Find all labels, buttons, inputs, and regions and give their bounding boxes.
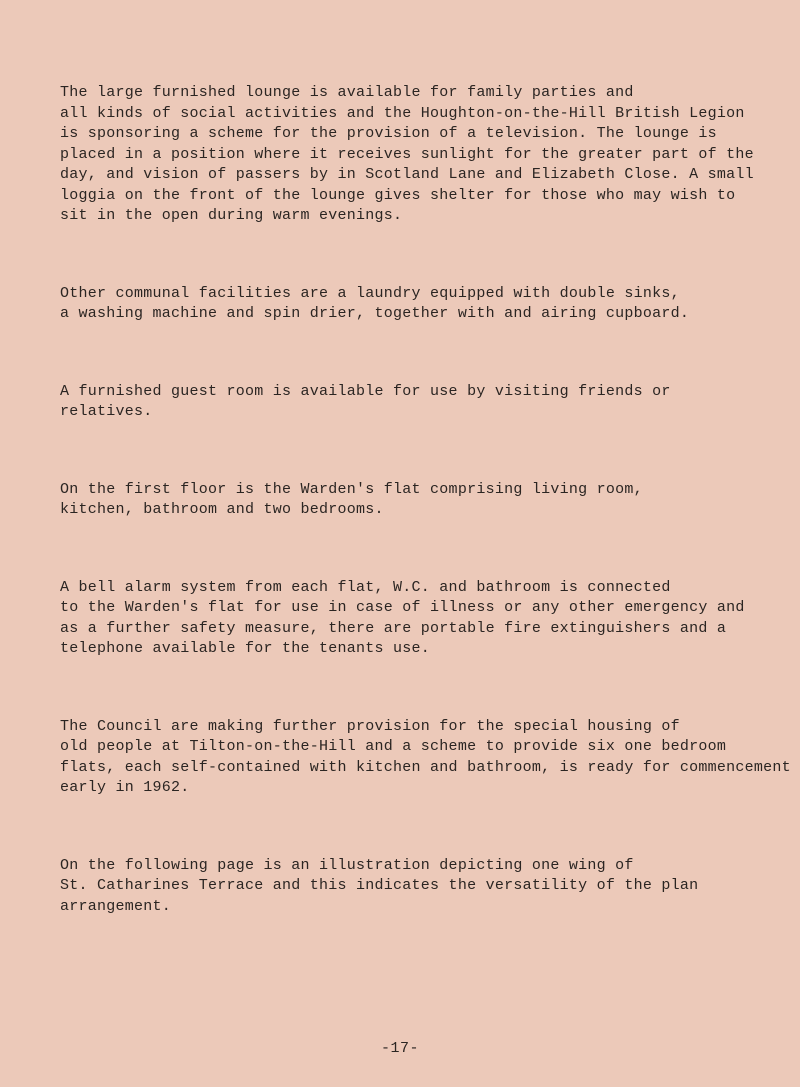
body-text: [60, 42, 800, 974]
paragraph-tilton-scheme: The Council are making further provision for the special housing of old people at Tilton-on-the-Hill and a scheme to provide six one bedroom flats, each self-contained with kitchen and bathroom, is ready for commencement early in 1962.: [60, 717, 791, 796]
paragraph-bell-alarm: A bell alarm system from each flat, W.C. and bathroom is connected to the Warden's flat for use in case of illness or any other emergency and as a further safety measure, there are portable fire extinguishers and a telephone available for the tenants use.: [60, 578, 745, 657]
paragraph-illustration-note: On the following page is an illustration depicting one wing of St. Catharines Terrace and this indicates the versatility of the plan arrangement.: [60, 856, 699, 915]
paragraph-lounge: The large furnished lounge is available for family parties and all kinds of social activities and the Houghton-on-the-Hill British Legion is sponsoring a scheme for the provision of a television. The lounge is placed in a position where it receives sunlight for the greater part of the day, and vision of passers by in Scotland Lane and Elizabeth Close. A small loggia on the front of the lounge gives shelter for those who may wish to sit in the open during warm evenings.: [60, 84, 754, 224]
paragraph-guest-room: A furnished guest room is available for use by visiting friends or relatives.: [60, 382, 671, 420]
paragraph-laundry: Other communal facilities are a laundry equipped with double sinks, a washing machine and spin drier, together with and airing cupboard.: [60, 284, 690, 322]
page-number: -17-: [380, 1040, 419, 1057]
paragraph-warden-flat: On the first floor is the Warden's flat comprising living room, kitchen, bathroom and two bedrooms.: [60, 480, 643, 518]
